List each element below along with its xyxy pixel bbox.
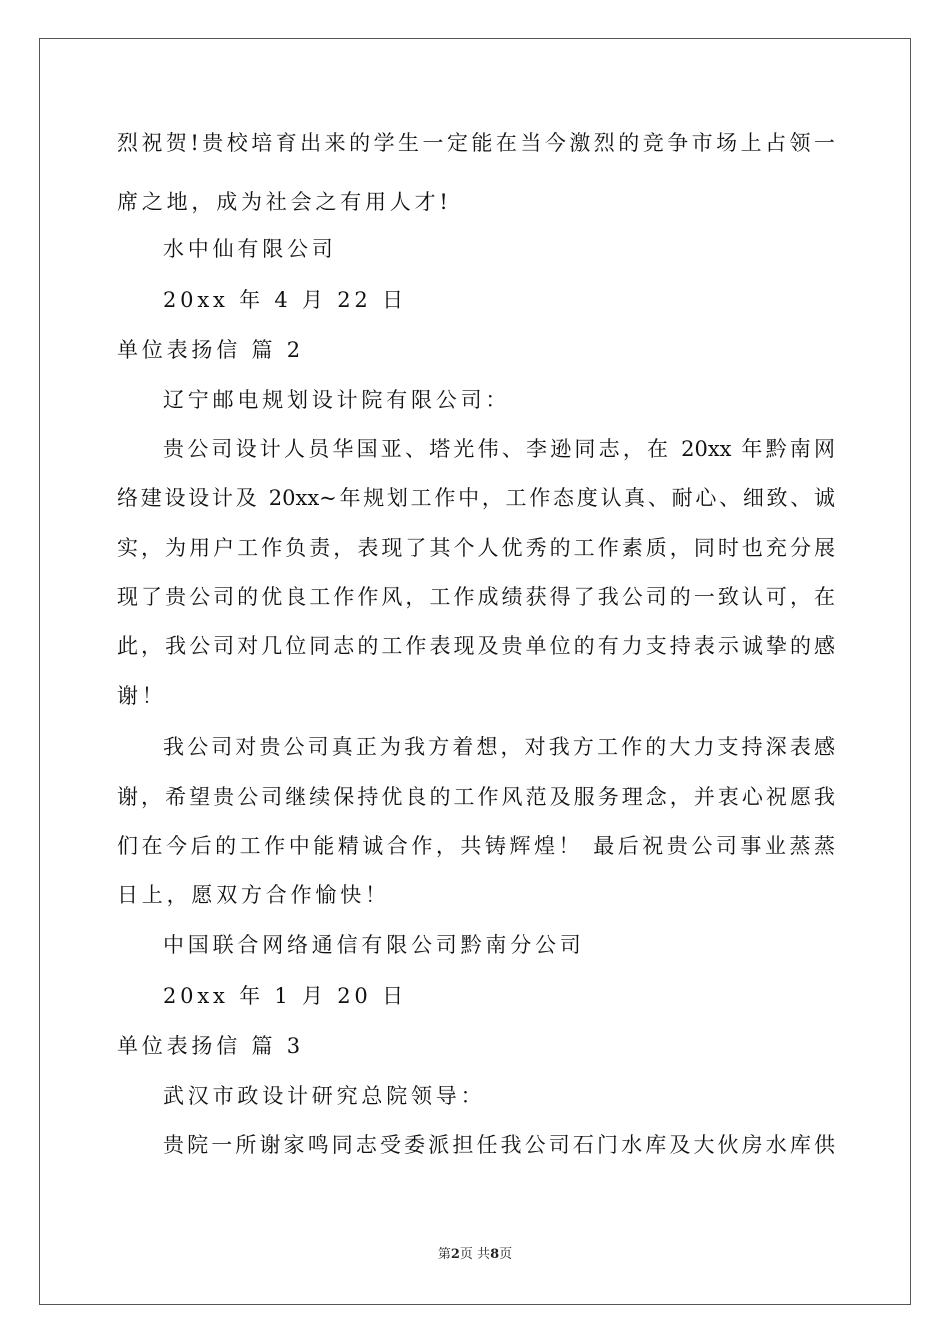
footer-prefix: 第 — [437, 1247, 451, 1262]
paragraph-line: 谢，希望贵公司继续保持优良的工作风范及服务理念，并衷心祝愿我 — [117, 785, 835, 809]
current-page-number: 2 — [450, 1247, 460, 1262]
section-heading: 单位表扬信 篇 2 — [117, 338, 304, 362]
footer-mid: 页 共 — [459, 1247, 491, 1262]
salutation: 武汉市政设计研究总院领导： — [163, 1084, 486, 1108]
footer-suffix: 页 — [499, 1247, 513, 1262]
paragraph-line: 谢！ — [117, 684, 167, 708]
paragraph-line: 日上，愿双方合作愉快！ — [117, 883, 390, 907]
paragraph-line: 此，我公司对几位同志的工作表现及贵单位的有力支持表示诚挚的感 — [117, 634, 835, 658]
paragraph-line: 实，为用户工作负责，表现了其个人优秀的工作素质，同时也充分展 — [117, 536, 835, 560]
signature-company: 中国联合网络通信有限公司黔南分公司 — [163, 933, 585, 957]
signature-company: 水中仙有限公司 — [163, 237, 337, 261]
section-heading: 单位表扬信 篇 3 — [117, 1034, 304, 1058]
salutation: 辽宁邮电规划设计院有限公司： — [163, 388, 511, 412]
page-border — [39, 38, 911, 1305]
paragraph-line: 贵院一所谢家鸣同志受委派担任我公司石门水库及大伙房水库供 — [163, 1133, 835, 1157]
paragraph-line: 贵公司设计人员华国亚、塔光伟、李逊同志，在 20xx 年黔南网 — [163, 437, 835, 461]
paragraph-line: 烈祝贺!贵校培育出来的学生一定能在当今激烈的竞争市场上占领一 — [117, 131, 835, 155]
signature-date: 20xx 年 4 月 22 日 — [163, 288, 407, 312]
paragraph-line: 席之地，成为社会之有用人才! — [117, 190, 452, 214]
page-footer — [0, 1246, 950, 1264]
signature-date: 20xx 年 1 月 20 日 — [163, 984, 407, 1008]
total-pages-number: 8 — [490, 1247, 500, 1262]
paragraph-line: 我公司对贵公司真正为我方着想，对我方工作的大力支持深表感 — [163, 735, 835, 759]
paragraph-line: 络建设设计及 20xx~年规划工作中，工作态度认真、耐心、细致、诚 — [117, 486, 835, 510]
paragraph-line: 们在今后的工作中能精诚合作，共铸辉煌！ 最后祝贵公司事业蒸蒸 — [117, 834, 835, 858]
paragraph-line: 现了贵公司的优良工作作风，工作成绩获得了我公司的一致认可，在 — [117, 585, 835, 609]
